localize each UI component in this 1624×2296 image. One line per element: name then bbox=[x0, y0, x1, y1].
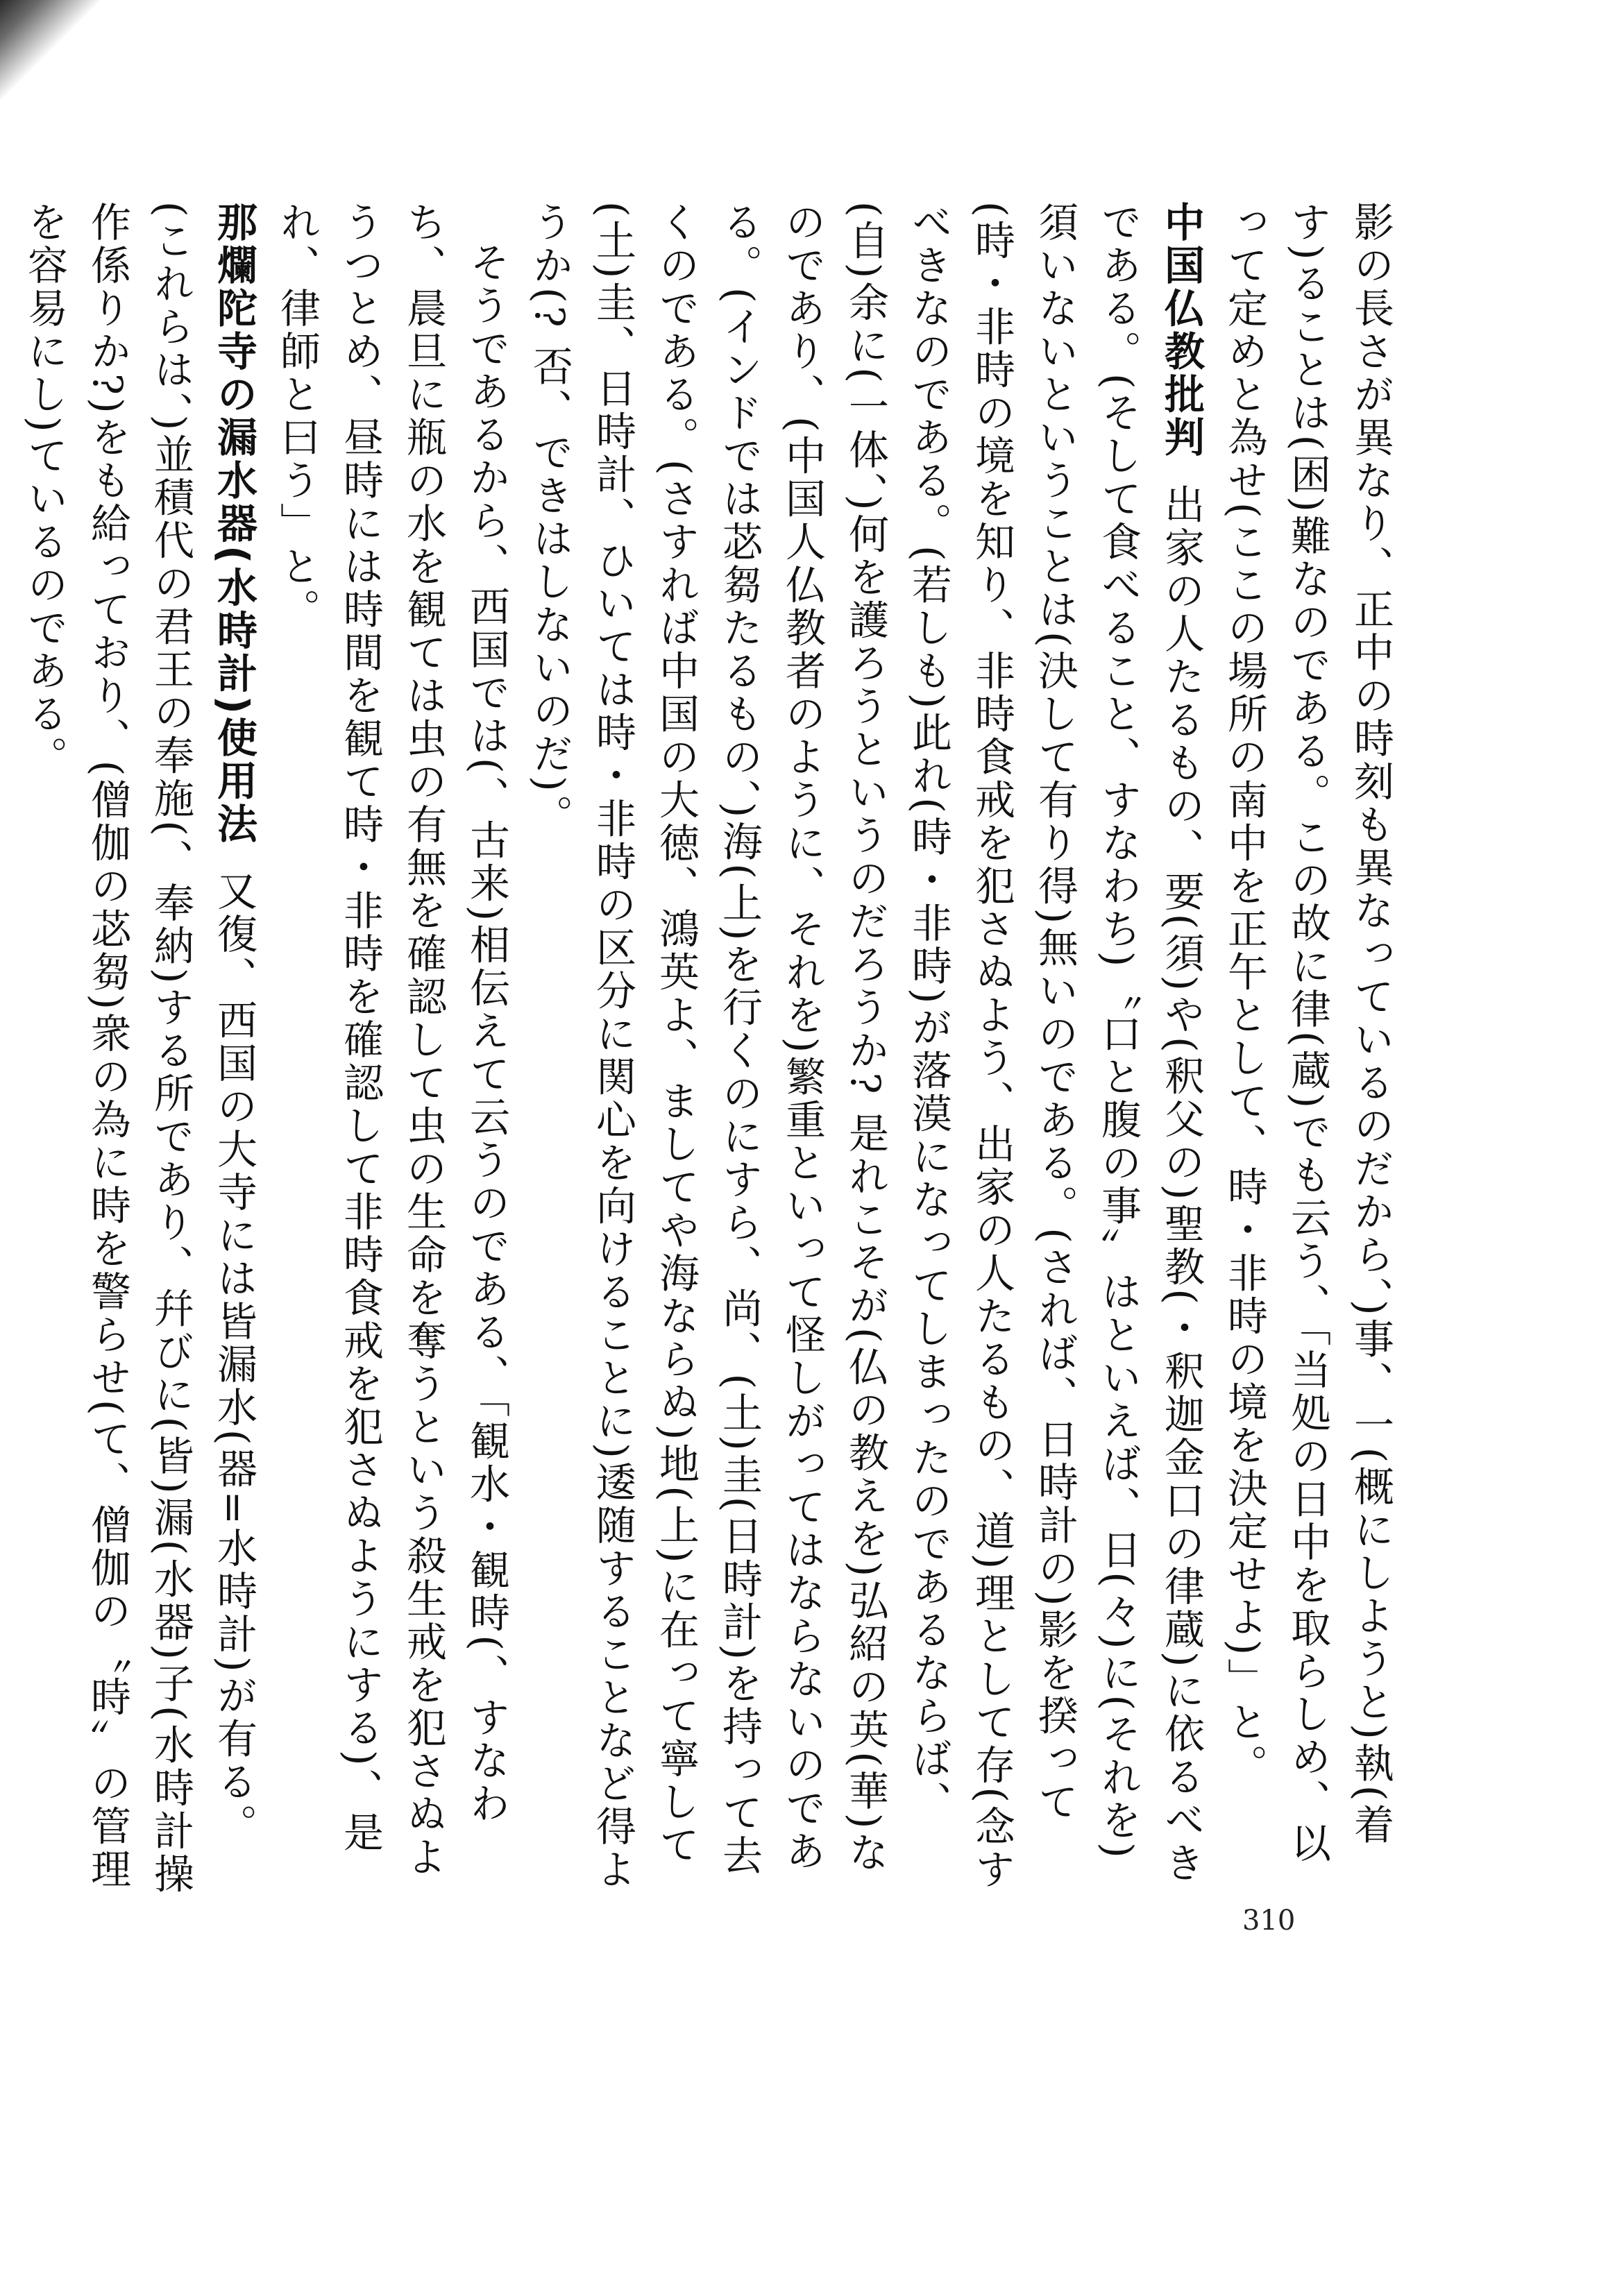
paragraph-3-text: そうであるから、西国では(、古来)相伝えて云うのである、「観水・観時(、すなわち、晨旦に瓶の水を観ては虫の有無を確認して虫の生命を奪うという殺生戒を犯さぬようつとめ、昼時には時間を観て時・非時を確認して非時食戒を犯さぬようにする)、是れ、律師と曰う」と。 bbox=[273, 201, 510, 1879]
paragraph-3 bbox=[265, 201, 518, 1901]
paragraph-4 bbox=[12, 201, 265, 1901]
section-heading-china-critique: 中国仏教批判 bbox=[1158, 201, 1205, 459]
paragraph-2-text: 出家の人たるもの、要(須)や(釈父の)聖教(・釈迦金口の律蔵)に依るべきである。(そして食べること、すなわち)〝口と腹の事〟はといえば、日(々)に(それを)須いないということは(決して有り得)無いのである。(されば、日時計の)影を揆って(時・非時の境を知り、非時食戒を犯さぬよう、出家の人たるもの、道)理として存(念すべきなのである。(若しも)此れ(時・非時)が落漠になってしまったのであるならば、(自)余に(一体、)何を護ろうというのだろうか? 是れこそが(仏の教えを)弘紹の英(華)なのであり、(中国人仏教者のように、それを)繁重といって怪しがってはならないのである。(インドでは苾芻たるもの、)海(上)を行くのにすら、尚、(土)圭(日時計)を持って去くのである。(さすれば中国の大徳、鴻英よ、ましてや海ならぬ)地(上)に在って寧して(土)圭、日時計、ひいては時・非時の区分に関心を向けることに)逶随することなど得ようか(? 否、できはしないのだ)。 bbox=[526, 201, 1205, 1891]
paragraph-1 bbox=[1212, 201, 1402, 1901]
scan-corner-shadow bbox=[0, 0, 118, 104]
paragraph-2 bbox=[518, 201, 1212, 1901]
paragraph-4-text: 又復、西国の大寺には皆漏水(器=水時計)が有る。(これらは、)並積代の君王の奉施(、奉納)する所であり、幷びに(皆)漏(水器)子(水時計操作係りか?)をも給っており、(僧伽の苾芻)衆の為に時を警らせ(て、僧伽の〝時〟の管理を容易にし)ているのである。 bbox=[21, 201, 257, 1896]
section-heading-nalanda-water-clock: 那爛陀寺の漏水器(水時計)使用法 bbox=[210, 201, 257, 847]
paragraph-1-text: 影の長さが異なり、正中の時刻も異なっているのだから、)事、一(概にしようと)執(着す)ることは(困)難なのである。この故に律(蔵)でも云う、「当処の日中を取らしめ、以って定めと為せ(ここの場所の南中を正午として、時・非時の境を決定せよ)」と。 bbox=[1221, 201, 1394, 1866]
page-body bbox=[21, 201, 1402, 1901]
page-number: 310 bbox=[1242, 1905, 1296, 1937]
